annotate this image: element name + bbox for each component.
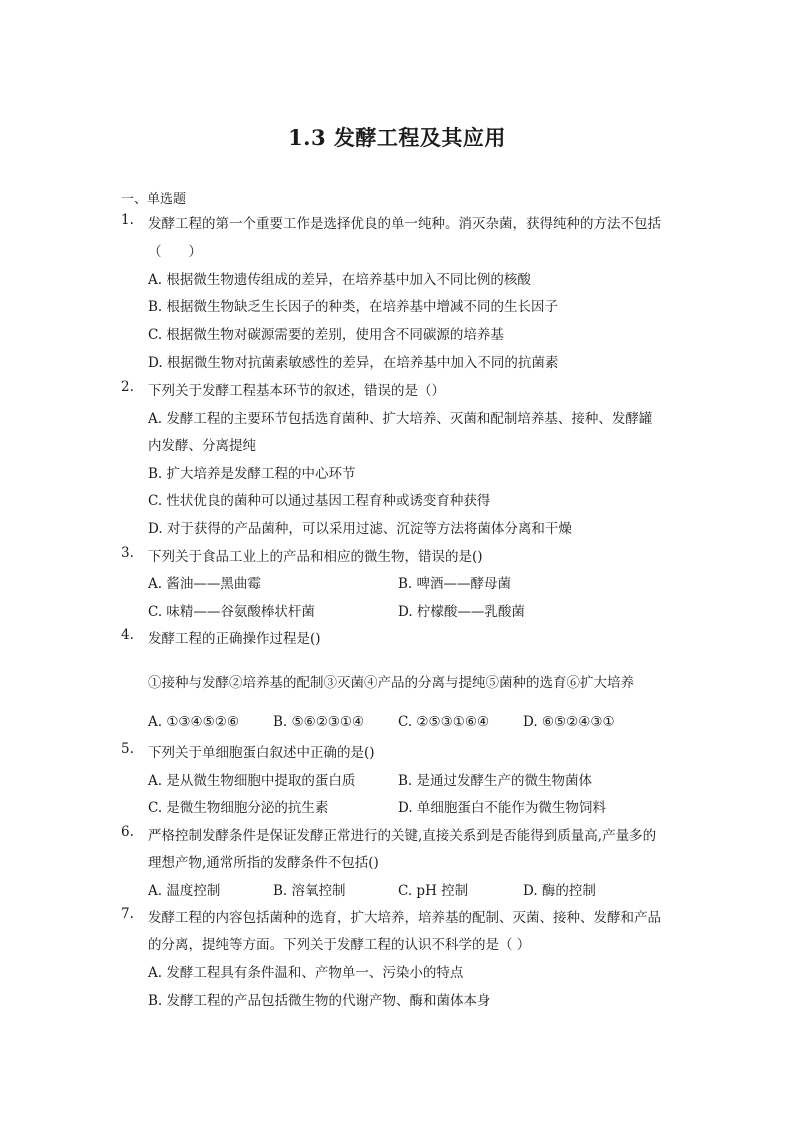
question-stem: 发酵工程的内容包括菌种的选育，扩大培养，培养基的配制、灭菌、接种、发酵和产品	[148, 910, 661, 926]
option-b: B. 扩大培养是发酵工程的中心环节	[148, 466, 356, 482]
option-a: A. 是从微生物细胞中提取的蛋白质	[148, 773, 356, 789]
question-number: 6.	[121, 824, 134, 840]
question-stem-continued: 理想产物,通常所指的发酵条件不包括()	[148, 855, 379, 871]
option-b: B. 发酵工程的产品包括微生物的代谢产物、酶和菌体本身	[148, 993, 491, 1009]
option-a: A. 根据微生物遗传组成的差异，在培养基中加入不同比例的核酸	[148, 272, 531, 288]
question-number: 4.	[121, 627, 134, 643]
option-d: D. ⑥⑤②④③①	[523, 714, 615, 730]
option-a-continued: 内发酵、分离提纯	[148, 438, 256, 454]
option-b: B. ⑤⑥②③①④	[273, 714, 365, 730]
section-heading: 一、单选题	[121, 192, 187, 207]
question-stem: 严格控制发酵条件是保证发酵正常进行的关键,直接关系到是否能得到质量高,产量多的	[148, 828, 657, 844]
option-a: A. 酱油——黑曲霉	[148, 576, 261, 592]
option-c: C. 性状优良的菌种可以通过基因工程育种或诱变育种获得	[148, 493, 491, 509]
option-b: B. 啤酒——酵母菌	[398, 576, 512, 592]
option-a: A. 发酵工程的主要环节包括选育菌种、扩大培养、灭菌和配制培养基、接种、发酵罐	[148, 411, 653, 427]
option-d: D. 单细胞蛋白不能作为微生物饲料	[398, 800, 606, 816]
option-c: C. 根据微生物对碳源需要的差别，使用含不同碳源的培养基	[148, 327, 504, 343]
option-a: A. ①③④⑤②⑥	[148, 714, 239, 730]
question-number: 2.	[121, 379, 134, 395]
question-stem: 下列关于发酵工程基本环节的叙述，错误的是（）	[148, 383, 445, 399]
option-b: B. 根据微生物缺乏生长因子的种类，在培养基中增减不同的生长因子	[148, 299, 559, 315]
option-d: D. 酶的控制	[523, 883, 596, 899]
option-c: C. ②⑤③①⑥④	[398, 714, 490, 730]
option-c: C. pH 控制	[398, 883, 469, 899]
option-b: B. 是通过发酵生产的微生物菌体	[398, 773, 593, 789]
question-stem: 下列关于单细胞蛋白叙述中正确的是()	[148, 745, 375, 761]
question-stem: 下列关于食品工业上的产品和相应的微生物，错误的是()	[148, 549, 483, 565]
option-d: D. 柠檬酸——乳酸菌	[398, 604, 525, 620]
option-a: A. 温度控制	[148, 883, 221, 899]
answer-parenthesis: （ ）	[148, 244, 202, 260]
option-d: D. 对于获得的产品菌种，可以采用过滤、沉淀等方法将菌体分离和干燥	[148, 521, 572, 537]
question-number: 3.	[121, 545, 134, 561]
page-title: 1.3 发酵工程及其应用	[288, 125, 506, 150]
option-b: B. 溶氧控制	[273, 883, 346, 899]
option-a: A. 发酵工程具有条件温和、产物单一、污染小的特点	[148, 965, 464, 981]
option-d: D. 根据微生物对抗菌素敏感性的差异，在培养基中加入不同的抗菌素	[148, 355, 559, 371]
question-stem: 发酵工程的第一个重要工作是选择优良的单一纯种。消灭杂菌，获得纯种的方法不包括	[148, 216, 661, 232]
question-stem: 发酵工程的正确操作过程是()	[148, 631, 321, 647]
question-stem-continued: 的分离，提纯等方面。下列关于发酵工程的认识不科学的是（ ）	[148, 937, 531, 953]
option-c: C. 味精——谷氨酸棒状杆菌	[148, 604, 315, 620]
question-number: 1.	[121, 212, 134, 228]
question-number: 5.	[121, 741, 134, 757]
step-sequence: ①接种与发酵②培养基的配制③灭菌④产品的分离与提纯⑤菌种的选育⑥扩大培养	[148, 675, 634, 691]
question-number: 7.	[121, 906, 134, 922]
option-c: C. 是微生物细胞分泌的抗生素	[148, 800, 329, 816]
